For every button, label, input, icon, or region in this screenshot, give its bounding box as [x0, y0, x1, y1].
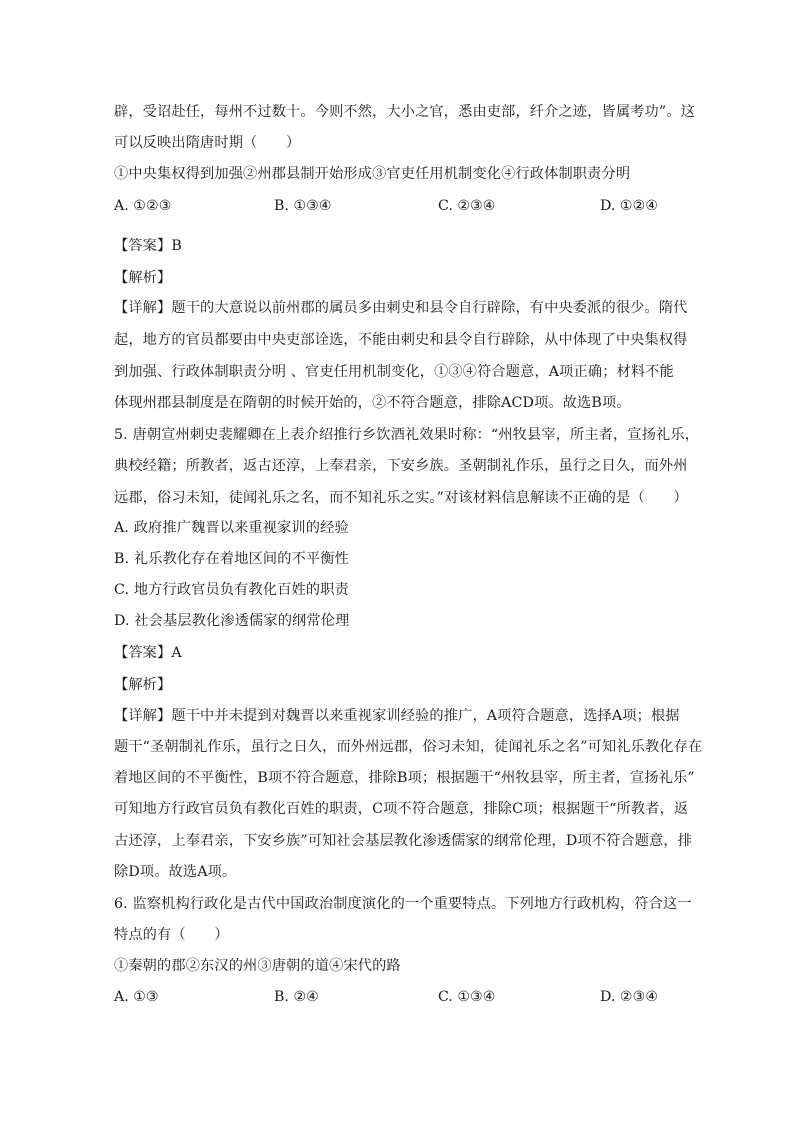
q4-detail-line-2: 起，地方的官员都要由中央吏部诠选，不能由刺史和县令自行辟除，从中体现了中央集权得 — [114, 332, 688, 348]
q5-detail-line-1: 【详解】题干中并未提到对魏晋以来重视家训经验的推广，A项符合题意，选择A项；根据 — [114, 708, 680, 724]
q5-detail-line-4: 可知地方行政官员负有教化百姓的职责，C项不符合题意，排除C项；根据题干“所教者，返 — [114, 801, 689, 817]
q5-detail-line-6: 除D项。故选A项。 — [114, 864, 237, 880]
q4-stem-line-1: 辟，受诏赴任，每州不过数十。今则不然，大小之官，悉由吏部，纤介之迹，皆属考功”。这 — [114, 104, 695, 120]
q5-stem-line-2: 典校经籍；所教者，返古还淳，上奉君亲，下安乡族。圣朝制礼作乐，虽行之日久，而外州 — [114, 458, 688, 474]
q5-option-b: B. 礼乐教化存在着地区间的不平衡性 — [114, 551, 349, 567]
q5-stem-line-1: 5. 唐朝宣州刺史裴耀卿在上表介绍推行乡饮酒礼效果时称：“州牧县宰，所主者，宣扬礼乐， — [114, 427, 700, 443]
q4-stem-line-2: 可以反映出隋唐时期（ ） — [114, 135, 301, 151]
q6-option-c: C. ①③④ — [438, 989, 496, 1005]
q6-option-b: B. ②④ — [274, 989, 319, 1005]
q6-statements: ①秦朝的郡②东汉的州③唐朝的道④宋代的路 — [114, 958, 401, 974]
q4-option-c: C. ②③④ — [438, 198, 496, 214]
q5-detail-line-2: 题干“圣朝制礼作乐，虽行之日久，而外州远郡，俗习未知，徒闻礼乐之名”可知礼乐教化存在 — [114, 739, 703, 755]
q4-statements: ①中央集权得到加强②州郡县制开始形成③官吏任用机制变化④行政体制职责分明 — [114, 166, 631, 182]
q4-analysis-label: 【解析】 — [114, 270, 172, 286]
q4-option-d: D. ①②④ — [600, 198, 659, 214]
q5-detail-line-5: 古还淳，上奉君亲，下安乡族”可知社会基层教化渗透儒家的纲常伦理，D项不符合题意，排 — [114, 833, 693, 849]
q4-detail-line-3: 到加强、行政体制职责分明 、官吏任用机制变化，①③④符合题意，A项正确；材料不能 — [114, 364, 674, 380]
q5-detail-line-3: 着地区间的不平衡性，B项不符合题意，排除B项；根据题干“州牧县宰，所主者，宣扬礼乐” — [114, 770, 695, 786]
q6-stem-line-2: 特点的有（ ） — [114, 927, 229, 943]
q4-answer: 【答案】B — [114, 238, 182, 254]
q4-detail-line-1: 【详解】题干的大意说以前州郡的属员多由刺史和县令自行辟除，有中央委派的很少。隋代 — [114, 300, 688, 316]
q5-option-a: A. 政府推广魏晋以来重视家训的经验 — [114, 520, 349, 536]
q6-option-d: D. ②③④ — [600, 989, 659, 1005]
q4-option-b: B. ①③④ — [274, 198, 332, 214]
q5-option-c: C. 地方行政官员负有教化百姓的职责 — [114, 582, 349, 598]
q5-answer: 【答案】A — [114, 645, 182, 661]
q6-stem-line-1: 6. 监察机构行政化是古代中国政治制度演化的一个重要特点。下列地方行政机构，符合这一 — [114, 896, 692, 912]
q5-option-d: D. 社会基层教化渗透儒家的纲常伦理 — [114, 613, 350, 629]
q5-stem-line-3: 远郡，俗习未知，徒闻礼乐之名，而不知礼乐之实。”对该材料信息解读不正确的是（ ） — [114, 490, 688, 506]
q4-option-a: A. ①②③ — [114, 198, 172, 214]
q6-option-a: A. ①③ — [114, 989, 159, 1005]
q5-analysis-label: 【解析】 — [114, 677, 172, 693]
q4-detail-line-4: 体现州郡县制度是在隋朝的时候开始的，②不符合题意，排除ACD项。故选B项。 — [114, 395, 631, 411]
